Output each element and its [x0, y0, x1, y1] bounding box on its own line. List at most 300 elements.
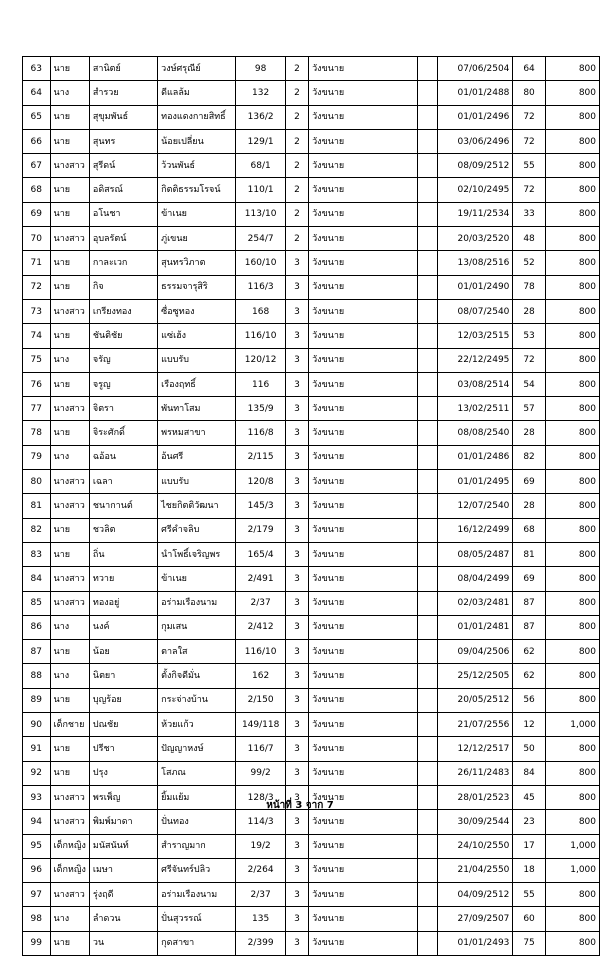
blank-cell — [417, 688, 437, 712]
subdistrict-cell: วังขนาย — [309, 518, 417, 542]
amount-cell: 800 — [545, 324, 599, 348]
village-number-cell: 2 — [285, 227, 308, 251]
last-name-cell: แซ่เฮ้ง — [158, 324, 236, 348]
birth-date-cell: 27/09/2507 — [437, 907, 513, 931]
blank-cell — [417, 445, 437, 469]
amount-cell: 800 — [545, 202, 599, 226]
table-row — [23, 275, 600, 299]
house-number-cell: 116/7 — [236, 737, 286, 761]
birth-date-cell: 19/11/2534 — [437, 202, 513, 226]
subdistrict-cell: วังขนาย — [309, 761, 417, 785]
last-name-cell: พันทาโสม — [158, 397, 236, 421]
first-name-cell: นงค์ — [89, 615, 157, 639]
subdistrict-cell: วังขนาย — [309, 591, 417, 615]
house-number-cell: 2/399 — [236, 931, 286, 955]
last-name-cell: แบบรับ — [158, 348, 236, 372]
row-number-cell: 74 — [23, 324, 51, 348]
row-number-cell: 73 — [23, 299, 51, 323]
table-row — [23, 372, 600, 396]
subdistrict-cell: วังขนาย — [309, 494, 417, 518]
row-number-cell: 67 — [23, 154, 51, 178]
title-cell: นาย — [50, 178, 89, 202]
row-number-cell: 90 — [23, 713, 51, 737]
age-cell: 55 — [513, 883, 545, 907]
table-row — [23, 737, 600, 761]
village-number-cell: 3 — [285, 737, 308, 761]
last-name-cell: อ้นศรี — [158, 445, 236, 469]
first-name-cell: สานิตย์ — [89, 57, 157, 81]
age-cell: 50 — [513, 737, 545, 761]
birth-date-cell: 20/03/2520 — [437, 227, 513, 251]
row-number-cell: 88 — [23, 664, 51, 688]
first-name-cell: นิตยา — [89, 664, 157, 688]
house-number-cell: 160/10 — [236, 251, 286, 275]
birth-date-cell: 12/03/2515 — [437, 324, 513, 348]
birth-date-cell: 01/01/2486 — [437, 445, 513, 469]
last-name-cell: เรืองฤทธิ์ — [158, 372, 236, 396]
amount-cell: 800 — [545, 664, 599, 688]
house-number-cell: 168 — [236, 299, 286, 323]
house-number-cell: 136/2 — [236, 105, 286, 129]
age-cell: 23 — [513, 810, 545, 834]
birth-date-cell: 13/08/2516 — [437, 251, 513, 275]
first-name-cell: ลำดวน — [89, 907, 157, 931]
amount-cell: 800 — [545, 785, 599, 809]
table-row — [23, 688, 600, 712]
birth-date-cell: 22/12/2495 — [437, 348, 513, 372]
subdistrict-cell: วังขนาย — [309, 907, 417, 931]
subdistrict-cell: วังขนาย — [309, 883, 417, 907]
village-number-cell: 3 — [285, 518, 308, 542]
amount-cell: 1,000 — [545, 834, 599, 858]
birth-date-cell: 01/01/2490 — [437, 275, 513, 299]
table-body — [23, 57, 600, 956]
age-cell: 80 — [513, 81, 545, 105]
table-row — [23, 227, 600, 251]
table-row — [23, 202, 600, 226]
table-row — [23, 348, 600, 372]
first-name-cell: สุขุมพันธ์ — [89, 105, 157, 129]
birth-date-cell: 12/12/2517 — [437, 737, 513, 761]
house-number-cell: 2/37 — [236, 591, 286, 615]
amount-cell: 800 — [545, 129, 599, 153]
title-cell: นางสาว — [50, 810, 89, 834]
blank-cell — [417, 664, 437, 688]
birth-date-cell: 12/07/2540 — [437, 494, 513, 518]
title-cell: นางสาว — [50, 567, 89, 591]
subdistrict-cell: วังขนาย — [309, 81, 417, 105]
village-number-cell: 3 — [285, 591, 308, 615]
birth-date-cell: 20/05/2512 — [437, 688, 513, 712]
amount-cell: 800 — [545, 154, 599, 178]
title-cell: นางสาว — [50, 154, 89, 178]
village-number-cell: 3 — [285, 397, 308, 421]
title-cell: นางสาว — [50, 227, 89, 251]
subdistrict-cell: วังขนาย — [309, 154, 417, 178]
village-number-cell: 3 — [285, 858, 308, 882]
table-row — [23, 858, 600, 882]
village-number-cell: 3 — [285, 810, 308, 834]
subdistrict-cell: วังขนาย — [309, 567, 417, 591]
first-name-cell: เฉลา — [89, 470, 157, 494]
birth-date-cell: 07/06/2504 — [437, 57, 513, 81]
title-cell: นาย — [50, 105, 89, 129]
village-number-cell: 3 — [285, 688, 308, 712]
first-name-cell: ปรีชา — [89, 737, 157, 761]
table-row — [23, 129, 600, 153]
table-row — [23, 810, 600, 834]
birth-date-cell: 13/02/2511 — [437, 397, 513, 421]
house-number-cell: 2/150 — [236, 688, 286, 712]
age-cell: 75 — [513, 931, 545, 955]
first-name-cell: สุรีดน์ — [89, 154, 157, 178]
title-cell: นาย — [50, 202, 89, 226]
title-cell: นาย — [50, 518, 89, 542]
age-cell: 12 — [513, 713, 545, 737]
row-number-cell: 64 — [23, 81, 51, 105]
age-cell: 69 — [513, 470, 545, 494]
table-row — [23, 421, 600, 445]
birth-date-cell: 01/01/2488 — [437, 81, 513, 105]
title-cell: นางสาว — [50, 883, 89, 907]
birth-date-cell: 02/10/2495 — [437, 178, 513, 202]
row-number-cell: 81 — [23, 494, 51, 518]
last-name-cell: กุดสาขา — [158, 931, 236, 955]
title-cell: นางสาว — [50, 494, 89, 518]
beneficiary-table — [22, 56, 600, 956]
birth-date-cell: 25/12/2505 — [437, 664, 513, 688]
last-name-cell: อร่ามเรืองนาม — [158, 883, 236, 907]
row-number-cell: 95 — [23, 834, 51, 858]
first-name-cell: อดิสรณ์ — [89, 178, 157, 202]
house-number-cell: 116/10 — [236, 640, 286, 664]
village-number-cell: 3 — [285, 445, 308, 469]
age-cell: 72 — [513, 129, 545, 153]
age-cell: 87 — [513, 615, 545, 639]
table-row — [23, 834, 600, 858]
blank-cell — [417, 518, 437, 542]
house-number-cell: 129/1 — [236, 129, 286, 153]
title-cell: นางสาว — [50, 591, 89, 615]
subdistrict-cell: วังขนาย — [309, 858, 417, 882]
first-name-cell: กาละเวก — [89, 251, 157, 275]
birth-date-cell: 04/09/2512 — [437, 883, 513, 907]
birth-date-cell: 26/11/2483 — [437, 761, 513, 785]
title-cell: เด็กหญิง — [50, 834, 89, 858]
row-number-cell: 97 — [23, 883, 51, 907]
age-cell: 72 — [513, 178, 545, 202]
subdistrict-cell: วังขนาย — [309, 372, 417, 396]
birth-date-cell: 08/04/2499 — [437, 567, 513, 591]
row-number-cell: 84 — [23, 567, 51, 591]
amount-cell: 800 — [545, 688, 599, 712]
row-number-cell: 96 — [23, 858, 51, 882]
last-name-cell: ปั่นทอง — [158, 810, 236, 834]
table-row — [23, 931, 600, 955]
village-number-cell: 3 — [285, 421, 308, 445]
first-name-cell: ชวลิต — [89, 518, 157, 542]
village-number-cell: 3 — [285, 275, 308, 299]
amount-cell: 800 — [545, 737, 599, 761]
blank-cell — [417, 737, 437, 761]
blank-cell — [417, 591, 437, 615]
subdistrict-cell: วังขนาย — [309, 397, 417, 421]
age-cell: 28 — [513, 421, 545, 445]
amount-cell: 800 — [545, 907, 599, 931]
first-name-cell: สุนทร — [89, 129, 157, 153]
title-cell: นาง — [50, 81, 89, 105]
age-cell: 81 — [513, 542, 545, 566]
birth-date-cell: 21/07/2556 — [437, 713, 513, 737]
village-number-cell: 3 — [285, 372, 308, 396]
birth-date-cell: 01/01/2481 — [437, 615, 513, 639]
title-cell: เด็กหญิง — [50, 858, 89, 882]
house-number-cell: 99/2 — [236, 761, 286, 785]
age-cell: 55 — [513, 154, 545, 178]
subdistrict-cell: วังขนาย — [309, 737, 417, 761]
village-number-cell: 2 — [285, 105, 308, 129]
age-cell: 62 — [513, 664, 545, 688]
subdistrict-cell: วังขนาย — [309, 105, 417, 129]
village-number-cell: 3 — [285, 834, 308, 858]
row-number-cell: 94 — [23, 810, 51, 834]
first-name-cell: รุ่งฤดี — [89, 883, 157, 907]
last-name-cell: ตั้งกิจดีมั่น — [158, 664, 236, 688]
age-cell: 33 — [513, 202, 545, 226]
row-number-cell: 70 — [23, 227, 51, 251]
amount-cell: 800 — [545, 640, 599, 664]
house-number-cell: 135 — [236, 907, 286, 931]
house-number-cell: 2/179 — [236, 518, 286, 542]
first-name-cell: กิจ — [89, 275, 157, 299]
age-cell: 17 — [513, 834, 545, 858]
last-name-cell: ตาลใส — [158, 640, 236, 664]
age-cell: 56 — [513, 688, 545, 712]
house-number-cell: 113/10 — [236, 202, 286, 226]
village-number-cell: 2 — [285, 202, 308, 226]
age-cell: 84 — [513, 761, 545, 785]
age-cell: 78 — [513, 275, 545, 299]
last-name-cell: ข้าเนย — [158, 202, 236, 226]
subdistrict-cell: วังขนาย — [309, 664, 417, 688]
house-number-cell: 145/3 — [236, 494, 286, 518]
last-name-cell: ธรรมจารุสิริ — [158, 275, 236, 299]
row-number-cell: 69 — [23, 202, 51, 226]
amount-cell: 800 — [545, 883, 599, 907]
first-name-cell: น้อย — [89, 640, 157, 664]
amount-cell: 800 — [545, 615, 599, 639]
house-number-cell: 2/37 — [236, 883, 286, 907]
birth-date-cell: 03/08/2514 — [437, 372, 513, 396]
amount-cell: 800 — [545, 227, 599, 251]
row-number-cell: 77 — [23, 397, 51, 421]
last-name-cell: ปัญญาหงษ์ — [158, 737, 236, 761]
age-cell: 45 — [513, 785, 545, 809]
age-cell: 60 — [513, 907, 545, 931]
first-name-cell: ฉอ้อน — [89, 445, 157, 469]
village-number-cell: 2 — [285, 154, 308, 178]
village-number-cell: 3 — [285, 883, 308, 907]
amount-cell: 800 — [545, 348, 599, 372]
table-row — [23, 154, 600, 178]
birth-date-cell: 09/04/2506 — [437, 640, 513, 664]
last-name-cell: กระจ่างบ้าน — [158, 688, 236, 712]
birth-date-cell: 08/08/2540 — [437, 421, 513, 445]
age-cell: 64 — [513, 57, 545, 81]
village-number-cell: 3 — [285, 348, 308, 372]
last-name-cell: ดีแลล้ม — [158, 81, 236, 105]
last-name-cell: โสภณ — [158, 761, 236, 785]
village-number-cell: 3 — [285, 640, 308, 664]
subdistrict-cell: วังขนาย — [309, 834, 417, 858]
title-cell: นาย — [50, 737, 89, 761]
amount-cell: 800 — [545, 518, 599, 542]
row-number-cell: 68 — [23, 178, 51, 202]
subdistrict-cell: วังขนาย — [309, 640, 417, 664]
table-row — [23, 615, 600, 639]
first-name-cell: ปณชัย — [89, 713, 157, 737]
house-number-cell: 128/3 — [236, 785, 286, 809]
row-number-cell: 85 — [23, 591, 51, 615]
first-name-cell: ปรุง — [89, 761, 157, 785]
last-name-cell: ซื่อซูทอง — [158, 299, 236, 323]
birth-date-cell: 08/05/2487 — [437, 542, 513, 566]
subdistrict-cell: วังขนาย — [309, 251, 417, 275]
row-number-cell: 80 — [23, 470, 51, 494]
table-row — [23, 105, 600, 129]
age-cell: 69 — [513, 567, 545, 591]
first-name-cell: พรเพ็ญ — [89, 785, 157, 809]
blank-cell — [417, 834, 437, 858]
village-number-cell: 3 — [285, 785, 308, 809]
last-name-cell: แบบรับ — [158, 470, 236, 494]
house-number-cell: 2/264 — [236, 858, 286, 882]
house-number-cell: 2/115 — [236, 445, 286, 469]
blank-cell — [417, 615, 437, 639]
subdistrict-cell: วังขนาย — [309, 202, 417, 226]
last-name-cell: ศรีจันทร์ปลิว — [158, 858, 236, 882]
first-name-cell: ชนากานต์ — [89, 494, 157, 518]
table-row — [23, 640, 600, 664]
house-number-cell: 116/10 — [236, 324, 286, 348]
age-cell: 87 — [513, 591, 545, 615]
age-cell: 52 — [513, 251, 545, 275]
last-name-cell: กุมเสน — [158, 615, 236, 639]
subdistrict-cell: วังขนาย — [309, 324, 417, 348]
house-number-cell: 149/118 — [236, 713, 286, 737]
house-number-cell: 165/4 — [236, 542, 286, 566]
title-cell: นาย — [50, 275, 89, 299]
age-cell: 28 — [513, 299, 545, 323]
table-row — [23, 470, 600, 494]
first-name-cell: มนัสนันท์ — [89, 834, 157, 858]
blank-cell — [417, 494, 437, 518]
house-number-cell: 135/9 — [236, 397, 286, 421]
amount-cell: 800 — [545, 57, 599, 81]
blank-cell — [417, 57, 437, 81]
page-number: หน้าที่ 3 จาก 7 — [266, 800, 334, 811]
table-row — [23, 178, 600, 202]
row-number-cell: 98 — [23, 907, 51, 931]
first-name-cell: อโนชา — [89, 202, 157, 226]
age-cell: 62 — [513, 640, 545, 664]
village-number-cell: 3 — [285, 299, 308, 323]
table-row — [23, 57, 600, 81]
village-number-cell: 3 — [285, 251, 308, 275]
amount-cell: 800 — [545, 275, 599, 299]
blank-cell — [417, 567, 437, 591]
birth-date-cell: 30/09/2544 — [437, 810, 513, 834]
last-name-cell: ห้วยแก้ว — [158, 713, 236, 737]
last-name-cell: พรหมสาขา — [158, 421, 236, 445]
amount-cell: 1,000 — [545, 858, 599, 882]
title-cell: นาย — [50, 761, 89, 785]
title-cell: นาย — [50, 57, 89, 81]
amount-cell: 800 — [545, 421, 599, 445]
house-number-cell: 120/12 — [236, 348, 286, 372]
amount-cell: 800 — [545, 470, 599, 494]
row-number-cell: 86 — [23, 615, 51, 639]
amount-cell: 800 — [545, 931, 599, 955]
row-number-cell: 83 — [23, 542, 51, 566]
first-name-cell: จิระศักดิ์ — [89, 421, 157, 445]
table-row — [23, 664, 600, 688]
village-number-cell: 3 — [285, 470, 308, 494]
blank-cell — [417, 324, 437, 348]
first-name-cell: เมษา — [89, 858, 157, 882]
subdistrict-cell: วังขนาย — [309, 542, 417, 566]
last-name-cell: ศรีคำจลิบ — [158, 518, 236, 542]
subdistrict-cell: วังขนาย — [309, 227, 417, 251]
first-name-cell: สำรวย — [89, 81, 157, 105]
village-number-cell: 2 — [285, 81, 308, 105]
last-name-cell: นำโพธิ์เจริญพร — [158, 542, 236, 566]
house-number-cell: 19/2 — [236, 834, 286, 858]
first-name-cell: ทวาย — [89, 567, 157, 591]
first-name-cell: ถิ่น — [89, 542, 157, 566]
blank-cell — [417, 810, 437, 834]
table-row — [23, 713, 600, 737]
row-number-cell: 75 — [23, 348, 51, 372]
title-cell: นาย — [50, 421, 89, 445]
row-number-cell: 76 — [23, 372, 51, 396]
amount-cell: 800 — [545, 372, 599, 396]
age-cell: 72 — [513, 105, 545, 129]
title-cell: นางสาว — [50, 470, 89, 494]
subdistrict-cell: วังขนาย — [309, 470, 417, 494]
first-name-cell: ทองอยู่ — [89, 591, 157, 615]
row-number-cell: 89 — [23, 688, 51, 712]
row-number-cell: 72 — [23, 275, 51, 299]
village-number-cell: 3 — [285, 713, 308, 737]
last-name-cell: น้อยเปลี่ยน — [158, 129, 236, 153]
row-number-cell: 99 — [23, 931, 51, 955]
first-name-cell: จิตรา — [89, 397, 157, 421]
title-cell: นาง — [50, 348, 89, 372]
house-number-cell: 2/412 — [236, 615, 286, 639]
blank-cell — [417, 275, 437, 299]
table-row — [23, 567, 600, 591]
age-cell: 18 — [513, 858, 545, 882]
blank-cell — [417, 154, 437, 178]
last-name-cell: กิตติธรรมโรจน์ — [158, 178, 236, 202]
amount-cell: 800 — [545, 761, 599, 785]
subdistrict-cell: วังขนาย — [309, 713, 417, 737]
village-number-cell: 3 — [285, 907, 308, 931]
birth-date-cell: 01/01/2493 — [437, 931, 513, 955]
blank-cell — [417, 105, 437, 129]
subdistrict-cell: วังขนาย — [309, 421, 417, 445]
